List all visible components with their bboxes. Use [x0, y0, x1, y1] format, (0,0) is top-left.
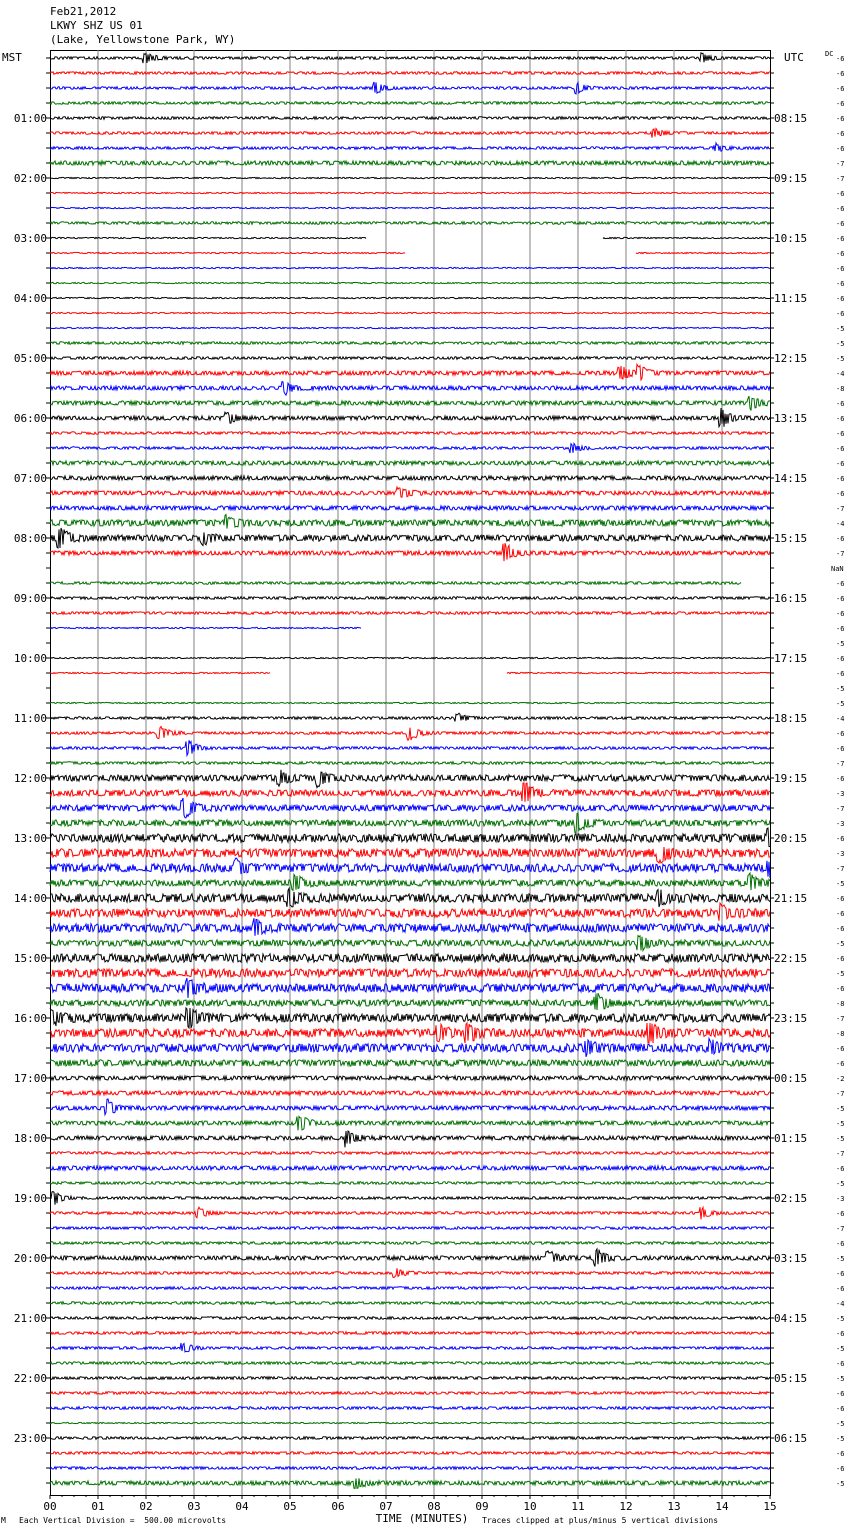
left-hour-label: 05:00 — [13, 352, 47, 365]
row-offset-label: -7 — [836, 1225, 845, 1233]
row-offset-label: -2 — [836, 1075, 845, 1083]
trace-row — [50, 936, 770, 951]
trace-row — [50, 993, 770, 1010]
row-offset-label: -8 — [836, 385, 845, 393]
trace-row — [50, 1302, 770, 1305]
trace-row — [50, 1407, 770, 1410]
left-hour-label: 03:00 — [13, 232, 47, 245]
trace-row — [50, 1268, 770, 1277]
row-offset-label: -6 — [836, 445, 845, 453]
trace-row — [50, 1362, 770, 1365]
row-offset-label: -6 — [836, 670, 845, 678]
row-offset-label: -3 — [836, 790, 845, 798]
row-offset-label: -5 — [836, 1420, 845, 1428]
row-offset-label: -5 — [836, 1480, 845, 1488]
x-tick-label: 11 — [571, 1500, 585, 1513]
trace-row — [50, 1099, 770, 1115]
row-offset-label: -6 — [836, 775, 845, 783]
row-offset-label: -7 — [836, 1015, 845, 1023]
row-offset-label: -5 — [836, 880, 845, 888]
row-offset-label: -7 — [836, 805, 845, 813]
trace-row — [50, 783, 770, 802]
trace-row — [50, 53, 770, 63]
row-offset-label: -6 — [836, 265, 845, 273]
trace-row — [50, 713, 770, 721]
left-hour-label: 07:00 — [13, 472, 47, 485]
row-offset-label: -7 — [836, 1090, 845, 1098]
trace-row — [50, 396, 770, 410]
row-offset-label: -6 — [836, 895, 845, 903]
x-tick-label: 13 — [667, 1500, 681, 1513]
trace-row — [50, 117, 770, 120]
left-hour-label: 21:00 — [13, 1312, 47, 1325]
trace-row — [50, 357, 770, 360]
x-tick-label: 01 — [91, 1500, 105, 1513]
row-offset-label: -8 — [836, 1000, 845, 1008]
row-offset-label: -6 — [836, 595, 845, 603]
trace-row — [50, 364, 770, 380]
row-offset-label: -6 — [836, 205, 845, 213]
row-offset-label: -6 — [836, 985, 845, 993]
row-offset-label: -6 — [836, 1285, 845, 1293]
row-offset-label: -6 — [836, 745, 845, 753]
row-offset-label: -6 — [836, 910, 845, 918]
x-tick-label: 15 — [763, 1500, 777, 1513]
trace-rows — [50, 53, 770, 1489]
trace-row — [50, 207, 770, 208]
trace-row — [50, 461, 770, 465]
row-offset-label: -7 — [836, 505, 845, 513]
x-tick-label: 07 — [379, 1500, 393, 1513]
row-offset-label: -5 — [836, 1345, 845, 1353]
station-code: LKWY SHZ US 01 — [50, 19, 143, 32]
trace-row — [50, 72, 770, 75]
right-hour-label: 06:15 — [774, 1432, 808, 1445]
trace-row — [50, 727, 770, 741]
row-offset-label: -6 — [836, 955, 845, 963]
row-offset-label: -6 — [836, 1330, 845, 1338]
trace-row — [50, 1452, 770, 1455]
left-hour-label: 14:00 — [13, 892, 47, 905]
row-offset-label: -6 — [836, 535, 845, 543]
row-offset-label: -5 — [836, 325, 845, 333]
row-offset-label: -6 — [836, 415, 845, 423]
right-hour-label: 21:15 — [774, 892, 808, 905]
right-hour-label: 20:15 — [774, 832, 808, 845]
left-timezone-label: MST — [2, 51, 22, 64]
left-hour-label: 17:00 — [13, 1072, 47, 1085]
trace-row — [50, 1060, 770, 1066]
trace-row — [50, 1039, 770, 1057]
row-offset-label: -6 — [836, 70, 845, 78]
row-offset-label: -6 — [836, 1060, 845, 1068]
row-offset-label: -7 — [836, 1150, 845, 1158]
trace-row — [50, 252, 770, 253]
left-hour-label: 22:00 — [13, 1372, 47, 1385]
trace-row — [50, 506, 770, 510]
time-axis — [43, 1495, 776, 1513]
row-offset-label: -6 — [836, 625, 845, 633]
x-tick-label: 02 — [139, 1500, 153, 1513]
left-hour-label: 02:00 — [13, 172, 47, 185]
row-offset-label: -6 — [836, 430, 845, 438]
right-hour-label: 15:15 — [774, 532, 808, 545]
trace-row — [50, 1287, 770, 1290]
x-tick-label: 12 — [619, 1500, 633, 1513]
left-hour-label: 12:00 — [13, 772, 47, 785]
trace-row — [50, 282, 770, 283]
trace-row — [50, 222, 770, 225]
row-offset-label: -6 — [836, 115, 845, 123]
row-offset-label: -5 — [836, 1315, 845, 1323]
left-hour-label: 01:00 — [13, 112, 47, 125]
row-offset-label: -6 — [836, 310, 845, 318]
trace-row — [50, 770, 770, 788]
row-offset-label: -6 — [836, 730, 845, 738]
right-hour-label: 08:15 — [774, 112, 808, 125]
row-offset-label: -7 — [836, 550, 845, 558]
trace-row — [50, 828, 770, 847]
trace-row — [50, 1192, 770, 1205]
trace-row — [50, 1207, 770, 1219]
right-hour-label: 11:15 — [774, 292, 808, 305]
corner-mark: M — [1, 1516, 6, 1525]
trace-row — [50, 297, 770, 298]
right-hour-label: 17:15 — [774, 652, 808, 665]
trace-row — [50, 1332, 770, 1335]
left-hour-label: 13:00 — [13, 832, 47, 845]
row-offset-label: -8 — [836, 1030, 845, 1038]
trace-row — [50, 969, 770, 977]
trace-row — [50, 1343, 770, 1352]
row-offset-label: -5 — [836, 700, 845, 708]
trace-row — [50, 1422, 770, 1423]
row-offset-label: -6 — [836, 475, 845, 483]
trace-row — [50, 582, 741, 585]
trace-row — [50, 382, 770, 396]
trace-row — [50, 1249, 770, 1267]
x-tick-label: 10 — [523, 1500, 537, 1513]
plot-date: Feb21,2012 — [50, 5, 117, 18]
left-hour-label: 23:00 — [13, 1432, 47, 1445]
trace-row — [50, 627, 361, 628]
right-timezone-label: UTC — [784, 51, 804, 64]
row-offset-label: -5 — [836, 1375, 845, 1383]
row-offset-label: -6 — [836, 295, 845, 303]
trace-row — [50, 129, 770, 138]
x-tick-label: 08 — [427, 1500, 441, 1513]
trace-row — [50, 847, 770, 863]
row-offset-label: -3 — [836, 850, 845, 858]
x-tick-label: 09 — [475, 1500, 489, 1513]
trace-row — [50, 1076, 770, 1080]
trace-row — [50, 889, 770, 908]
row-offset-label: -6 — [836, 655, 845, 663]
dc-label: DC — [825, 50, 834, 58]
trace-row — [50, 672, 770, 673]
right-hour-label: 16:15 — [774, 592, 808, 605]
trace-row — [50, 1467, 770, 1470]
x-tick-label: 05 — [283, 1500, 297, 1513]
trace-row — [50, 762, 770, 765]
x-axis-title: TIME (MINUTES) — [375, 1512, 469, 1525]
trace-row — [50, 1008, 770, 1028]
row-offset-label: -6 — [836, 925, 845, 933]
row-offset-label: -5 — [836, 1120, 845, 1128]
left-hour-label: 09:00 — [13, 592, 47, 605]
row-offset-label: -6 — [836, 220, 845, 228]
row-offset-label: -4 — [836, 370, 845, 378]
trace-row — [50, 903, 770, 921]
row-offset-label: -6 — [836, 145, 845, 153]
row-offset-label: -5 — [836, 1255, 845, 1263]
trace-row — [50, 408, 770, 427]
row-offset-label: -6 — [836, 580, 845, 588]
row-offset-label: -6 — [836, 1165, 845, 1173]
trace-row — [50, 1437, 770, 1440]
trace-row — [50, 954, 770, 962]
right-hour-label: 23:15 — [774, 1012, 808, 1025]
row-offset-label: -6 — [836, 55, 845, 63]
row-offset-label: -6 — [836, 1405, 845, 1413]
trace-row — [50, 1023, 770, 1043]
right-hour-label: 03:15 — [774, 1252, 808, 1265]
right-hour-label: 22:15 — [774, 952, 808, 965]
station-location: (Lake, Yellowstone Park, WY) — [50, 33, 236, 46]
right-hour-label: 04:15 — [774, 1312, 808, 1325]
trace-row — [50, 1182, 770, 1185]
left-hour-label: 15:00 — [13, 952, 47, 965]
row-offset-label: -4 — [836, 520, 845, 528]
right-hour-label: 10:15 — [774, 232, 808, 245]
row-offset-label: -6 — [836, 1465, 845, 1473]
row-offset-label: -6 — [836, 400, 845, 408]
row-offset-label: -6 — [836, 235, 845, 243]
trace-row — [50, 1377, 770, 1380]
row-offset-label: -5 — [836, 1180, 845, 1188]
x-tick-label: 14 — [715, 1500, 729, 1513]
row-offset-label: -6 — [836, 1240, 845, 1248]
right-hour-label: 13:15 — [774, 412, 808, 425]
trace-row — [50, 813, 770, 833]
row-offset-label: -5 — [836, 1105, 845, 1113]
row-offset-label: -5 — [836, 340, 845, 348]
right-hour-label: 12:15 — [774, 352, 808, 365]
row-offset-label: -6 — [836, 490, 845, 498]
row-offset-label: -5 — [836, 1435, 845, 1443]
trace-row — [50, 702, 770, 703]
x-tick-label: 06 — [331, 1500, 345, 1513]
right-hour-label: 14:15 — [774, 472, 808, 485]
row-offset-label: -6 — [836, 280, 845, 288]
right-hour-label: 18:15 — [774, 712, 808, 725]
x-tick-label: 04 — [235, 1500, 249, 1513]
trace-row — [50, 543, 770, 561]
trace-row — [50, 312, 770, 313]
row-offset-label: -6 — [836, 835, 845, 843]
left-hour-label: 19:00 — [13, 1192, 47, 1205]
right-hour-label: 02:15 — [774, 1192, 808, 1205]
left-hour-label: 18:00 — [13, 1132, 47, 1145]
left-hour-label: 16:00 — [13, 1012, 47, 1025]
x-tick-label: 00 — [43, 1500, 57, 1513]
trace-row — [50, 342, 770, 345]
row-offset-label: -6 — [836, 610, 845, 618]
row-offset-label: -6 — [836, 460, 845, 468]
row-offset-label: -6 — [836, 1045, 845, 1053]
left-hour-label: 06:00 — [13, 412, 47, 425]
trace-row — [50, 873, 770, 890]
right-hour-label: 09:15 — [774, 172, 808, 185]
trace-row — [50, 918, 770, 936]
scale-note: Each Vertical Division = 500.00 microvolts — [19, 1516, 227, 1525]
trace-row — [50, 597, 770, 600]
trace-row — [50, 443, 770, 453]
x-tick-label: 03 — [187, 1500, 201, 1513]
trace-row — [50, 1392, 770, 1395]
trace-row — [50, 1478, 770, 1488]
trace-row — [50, 1317, 770, 1320]
right-hour-label: 05:15 — [774, 1372, 808, 1385]
trace-row — [50, 237, 770, 238]
trace-row — [50, 476, 770, 480]
trace-row — [50, 267, 770, 268]
trace-row — [50, 1117, 770, 1131]
row-offset-label: -6 — [836, 85, 845, 93]
left-hour-label: 04:00 — [13, 292, 47, 305]
trace-row — [50, 612, 770, 615]
trace-row — [50, 82, 770, 94]
row-offset-label: -5 — [836, 355, 845, 363]
row-offset-label: -7 — [836, 865, 845, 873]
row-offset-label: -7 — [836, 175, 845, 183]
row-offset-label: -6 — [836, 100, 845, 108]
minute-gridlines — [98, 50, 722, 1495]
trace-row — [50, 143, 770, 151]
row-offset-label: -6 — [836, 1450, 845, 1458]
nan-label: NaN — [831, 565, 844, 573]
row-offset-label: -6 — [836, 1270, 845, 1278]
row-offset-label: -7 — [836, 160, 845, 168]
trace-row — [50, 1131, 770, 1147]
right-hour-label: 19:15 — [774, 772, 808, 785]
trace-row — [50, 432, 770, 435]
trace-row — [50, 1091, 770, 1095]
left-hour-label: 11:00 — [13, 712, 47, 725]
trace-row — [50, 1166, 770, 1170]
row-offset-label: -6 — [836, 1360, 845, 1368]
trace-row — [50, 327, 770, 328]
row-offset-label: -6 — [836, 250, 845, 258]
row-offset-label: -4 — [836, 715, 845, 723]
trace-row — [50, 657, 770, 658]
row-offset-label: -5 — [836, 940, 845, 948]
trace-row — [50, 192, 770, 193]
right-hour-label: 01:15 — [774, 1132, 808, 1145]
right-hour-label: 00:15 — [774, 1072, 808, 1085]
row-offset-label: -3 — [836, 820, 845, 828]
row-offset-label: -6 — [836, 1210, 845, 1218]
trace-row — [50, 515, 770, 529]
left-hour-label: 08:00 — [13, 532, 47, 545]
trace-row — [50, 1242, 770, 1245]
row-offset-label: -6 — [836, 1390, 845, 1398]
trace-row — [50, 798, 770, 818]
trace-row — [50, 528, 770, 548]
trace-row — [50, 487, 770, 497]
trace-row — [50, 858, 770, 878]
row-offset-label: -6 — [836, 130, 845, 138]
trace-row — [50, 161, 770, 165]
row-offset-label: -5 — [836, 1135, 845, 1143]
row-offset-label: -7 — [836, 760, 845, 768]
trace-row — [50, 740, 770, 755]
clip-note: Traces clipped at plus/minus 5 vertical divisions — [482, 1516, 719, 1525]
row-offset-label: -5 — [836, 640, 845, 648]
row-offset-label: -4 — [836, 1300, 845, 1308]
row-offset-label: -6 — [836, 190, 845, 198]
row-offset-label: -5 — [836, 970, 845, 978]
trace-row — [50, 1227, 770, 1230]
trace-row — [50, 177, 770, 178]
trace-row — [50, 102, 770, 105]
left-hour-label: 20:00 — [13, 1252, 47, 1265]
row-offset-label: -5 — [836, 685, 845, 693]
trace-row — [50, 1152, 770, 1155]
trace-row — [50, 978, 770, 998]
row-offset-label: -3 — [836, 1195, 845, 1203]
left-hour-label: 10:00 — [13, 652, 47, 665]
